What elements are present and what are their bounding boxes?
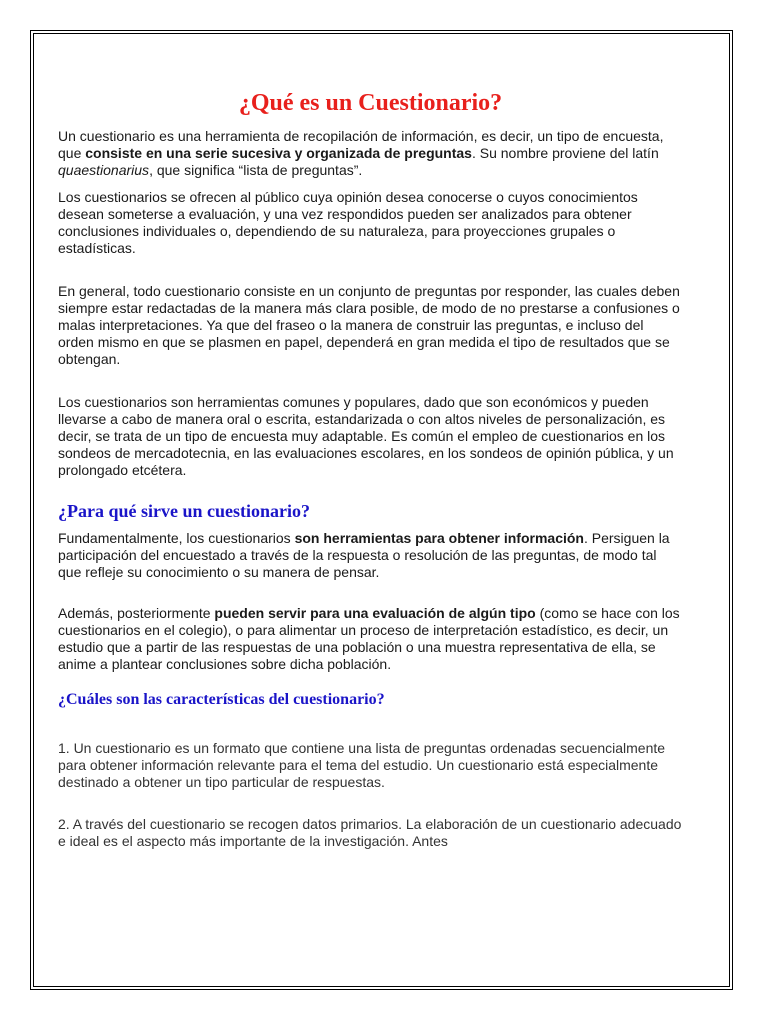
paragraph-audience: Los cuestionarios se ofrecen al público cuya opinión desea conocerse o cuyos conocimientos desean someterse a evaluación, y una vez respondidos pueden ser analizados para obtener conclusiones individuales o, dependiendo de su naturaleza, para proyecciones grupales o estadísticas.: [58, 189, 638, 256]
paragraph-purpose: [58, 530, 683, 581]
paragraph-evaluation: [58, 605, 683, 673]
document-body: [58, 88, 683, 850]
paragraph-bold-text: pueden servir para una evaluación de algún tipo: [214, 605, 536, 621]
paragraph-uses: Los cuestionarios son herramientas comunes y populares, dado que son económicos y pueden llevarse a cabo de manera oral o escrita, estandarizada o con altos niveles de personalización, es decir, se trata de un tipo de encuesta muy adaptable. Es común el empleo de cuestionarios en los sondeos de mercadotecnia, en las evaluaciones escolares, en los sondeos de opinión pública, y un prolongado etcétera.: [58, 394, 674, 478]
paragraph-italic-text: quaestionarius: [58, 162, 150, 178]
paragraph-definition: [58, 128, 683, 179]
paragraph-text: (como se hace con los cuestionarios en el colegio), o para alimentar un proceso de interpretación estadístico, es decir, un estudio que a partir de las respuestas de una población o una muestra representativa de ella, se anime a plantear conclusiones sobre dicha población.: [58, 605, 680, 672]
list-item-feature-1: 1. Un cuestionario es un formato que contiene una lista de preguntas ordenadas secuencialmente para obtener información relevante para el tema del estudio. Un cuestionario está especialmente destinado a obtener un tipo particular de respuestas.: [58, 740, 666, 790]
paragraph-structure: En general, todo cuestionario consiste en un conjunto de preguntas por responder, las cuales deben siempre estar redactadas de la manera más clara posible, de modo de no prestarse a confusiones o malas interpretaciones. Ya que del fraseo o la manera de construir las preguntas, e incluso del orden mismo en que se plasmen en papel, dependerá en gran medida el tipo de resultados que se obtengan.: [58, 283, 680, 367]
paragraph-bold-text: son herramientas para obtener información: [294, 530, 584, 546]
paragraph-text: . Su nombre proviene del latín: [471, 145, 659, 161]
heading-purpose: ¿Para qué sirve un cuestionario?: [58, 501, 310, 521]
paragraph-text: Un cuestionario es una herramienta de recopilación de información, es decir, un tipo de encuesta, que: [58, 128, 664, 161]
list-item-feature-2: 2. A través del cuestionario se recogen datos primarios. La elaboración de un cuestionario adecuado e ideal es el aspecto más importante de la investigación. Antes: [58, 816, 682, 849]
paragraph-text: Fundamentalmente, los cuestionarios: [58, 530, 295, 546]
paragraph-text: , que significa “lista de preguntas”.: [149, 162, 363, 178]
paragraph-text: . Persiguen la participación del encuestado a través de la respuesta o resolución de las preguntas, de modo tal que refleje su conocimiento o su manera de pensar.: [58, 530, 670, 580]
paragraph-text: Además, posteriormente: [58, 605, 215, 621]
heading-features: ¿Cuáles son las características del cuestionario?: [58, 691, 385, 708]
page-title: ¿Qué es un Cuestionario?: [238, 90, 503, 116]
paragraph-bold-text: consiste en una serie sucesiva y organizada de preguntas: [85, 145, 472, 161]
